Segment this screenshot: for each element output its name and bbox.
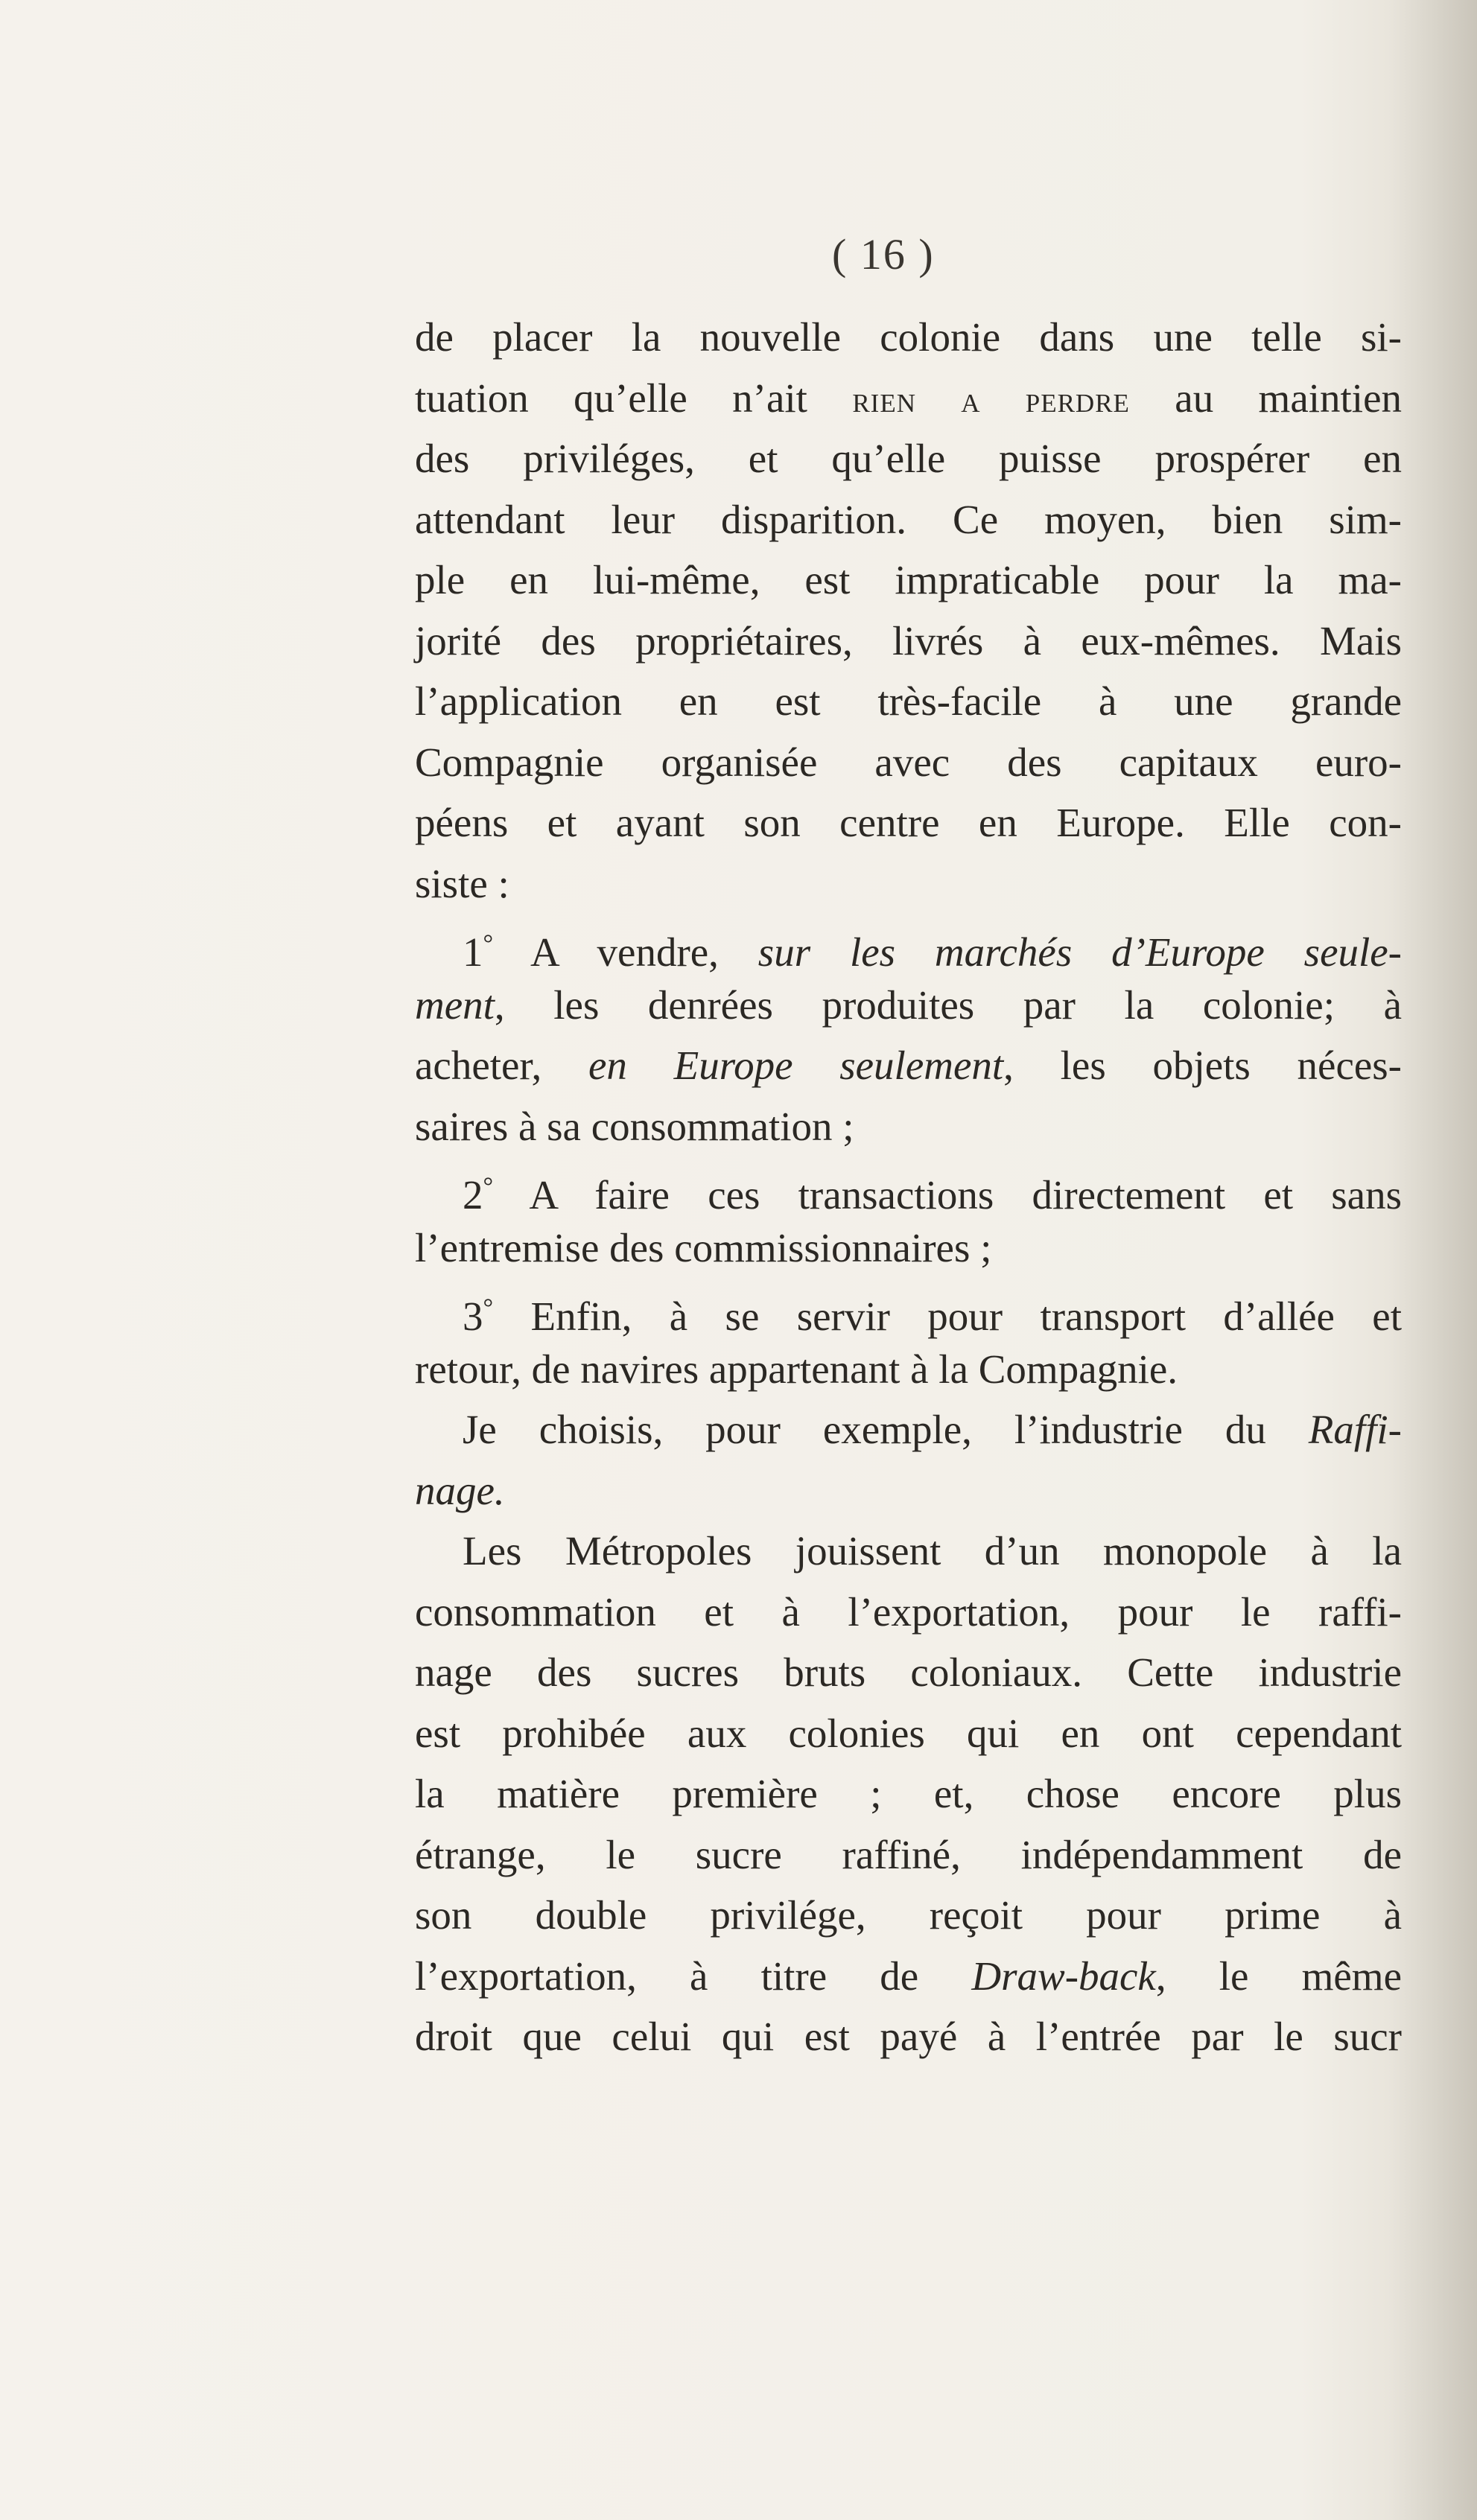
text-segment: ° <box>483 930 494 958</box>
text-segment: rien a perdre <box>852 378 1130 420</box>
text-line <box>415 1763 1402 1824</box>
text-segment: l’application en est très-facile à une grande <box>415 678 1402 724</box>
text-segment: de placer la nouvelle colonie dans une telle si- <box>415 314 1402 360</box>
text-segment: siste : <box>415 860 509 906</box>
text-line <box>415 1460 1402 1521</box>
text-line <box>415 2006 1402 2067</box>
text-segment: , les denrées produites par la colonie; à <box>494 981 1402 1028</box>
text-line <box>415 1946 1402 2007</box>
text-line <box>415 1339 1402 1400</box>
text-segment: , le même <box>1155 1953 1402 1999</box>
text-segment: Enfin, à se servir pour transport d’allée et <box>493 1293 1402 1339</box>
text-segment: son double privilége, reçoit pour prime à <box>415 1892 1402 1938</box>
text-segment: ° <box>483 1294 494 1322</box>
text-segment: saires à sa consommation ; <box>415 1103 854 1149</box>
text-line <box>415 732 1402 793</box>
text-line <box>415 307 1402 368</box>
text-line <box>415 671 1402 732</box>
text-segment: Draw-back <box>971 1953 1156 1999</box>
text-segment: consommation et à l’exportation, pour le raffi- <box>415 1588 1402 1635</box>
text-segment: jorité des propriétaires, livrés à eux-mêmes. Mais <box>415 617 1402 664</box>
text-segment: sur les marchés d’Europe seule- <box>757 929 1402 975</box>
text-segment: ° <box>483 1173 494 1200</box>
text-line <box>415 1885 1402 1946</box>
text-segment: attendant leur disparition. Ce moyen, bien sim- <box>415 496 1402 542</box>
text-line <box>415 428 1402 489</box>
text-segment: péens et ayant son centre en Europe. Elle con- <box>415 800 1402 845</box>
text-line <box>415 1521 1402 1582</box>
text-segment: Les Métropoles jouissent d’un monopole à la <box>463 1528 1402 1574</box>
text-line <box>415 489 1402 550</box>
text-line <box>415 914 1402 975</box>
text-line <box>415 1035 1402 1096</box>
text-segment: 2 <box>463 1171 483 1218</box>
text-line <box>415 1642 1402 1703</box>
text-segment: ple en lui-même, est impraticable pour la ma- <box>415 557 1402 602</box>
text-segment: Je choisis, pour exemple, l’industrie du <box>463 1407 1309 1452</box>
text-segment: tuation qu’elle n’ait <box>415 375 853 421</box>
text-segment: retour, de navires appartenant à la Compagnie. <box>415 1346 1178 1392</box>
text-segment: des priviléges, et qu’elle puisse prospérer en <box>415 436 1402 481</box>
text-segment: au maintien <box>1129 375 1403 421</box>
text-segment: ment <box>415 981 495 1028</box>
text-segment: , les objets néces- <box>1003 1043 1402 1088</box>
text-segment: Raffi- <box>1308 1407 1402 1452</box>
text-line <box>415 1582 1402 1643</box>
text-line <box>415 611 1402 672</box>
text-segment: droit que celui qui est payé à l’entrée par le sucr <box>415 2014 1402 2059</box>
text-line <box>415 1218 1402 1279</box>
text-line <box>415 853 1402 914</box>
text-line <box>415 1703 1402 1764</box>
text-line <box>415 792 1402 853</box>
text-segment: acheter, <box>415 1043 589 1088</box>
body-text <box>415 307 1402 2067</box>
text-segment: A faire ces transactions directement et sans <box>493 1171 1402 1218</box>
page-number: ( 16 ) <box>832 230 935 279</box>
text-line <box>415 1824 1402 1886</box>
text-segment: nage des sucres bruts coloniaux. Cette industrie <box>415 1649 1402 1695</box>
text-line <box>415 1096 1402 1157</box>
text-segment: A vendre, <box>493 929 758 975</box>
text-segment: Compagnie organisée avec des capitaux euro- <box>415 739 1402 785</box>
text-segment: étrange, le sucre raffiné, indépendamment de <box>415 1831 1402 1877</box>
text-line <box>415 368 1402 429</box>
text-segment: la matière première ; et, chose encore plus <box>415 1771 1402 1816</box>
text-segment: 3 <box>463 1293 483 1339</box>
text-segment: 1 <box>463 929 483 975</box>
text-line <box>415 1156 1402 1218</box>
text-segment: nage. <box>415 1467 505 1513</box>
text-segment: en Europe seulement <box>588 1043 1004 1088</box>
text-segment: l’entremise des commissionnaires ; <box>415 1224 992 1270</box>
text-line <box>415 1278 1402 1339</box>
text-line <box>415 975 1402 1036</box>
text-line <box>415 1399 1402 1460</box>
text-segment: est prohibée aux colonies qui en ont cependant <box>415 1710 1402 1756</box>
text-line <box>415 550 1402 611</box>
text-segment: l’exportation, à titre de <box>415 1953 972 1999</box>
